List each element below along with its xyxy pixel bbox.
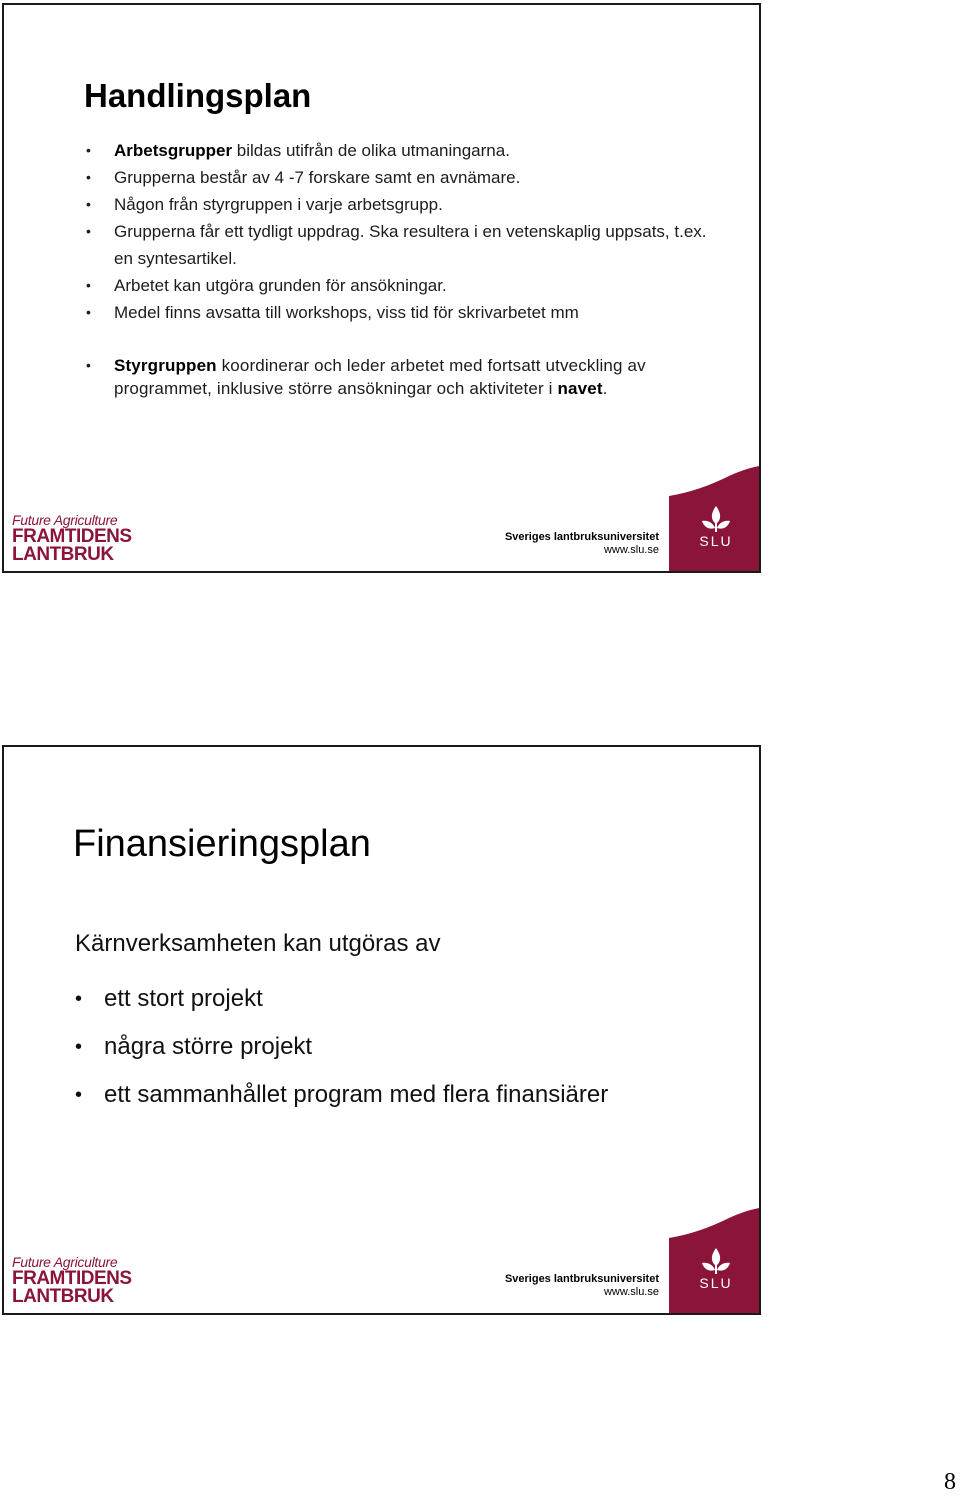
svg-text:SLU: SLU: [699, 1275, 733, 1291]
list-item: • Arbetet kan utgöra grunden för ansökningar.: [86, 272, 726, 299]
slide-title: Handlingsplan: [84, 77, 312, 114]
slide-footer: [4, 466, 759, 571]
bullet-list: [86, 137, 726, 400]
slu-logo: [669, 466, 759, 571]
list-item: • Grupperna får ett tydligt uppdrag. Ska resultera i en vetenskaplig uppsats, t.ex. en syntesartikel.: [86, 218, 726, 272]
list-item: • Styrgruppen koordinerar och leder arbetet med fortsatt utveckling av programmet, inklusive större ansökningar och aktiviteter i navet.: [86, 354, 726, 400]
framtidens-lantbruk-logo: Future Agriculture FRAMTIDENS LANTBRUK: [12, 1254, 132, 1307]
slu-logo: [669, 1208, 759, 1313]
list-item: • ett stort projekt: [75, 985, 263, 1012]
list-item: • ett sammanhållet program med flera finansiärer: [75, 1081, 609, 1108]
slide-title: Finansieringsplan: [73, 823, 371, 865]
list-item: • Grupperna består av 4 -7 forskare samt en avnämare.: [86, 164, 726, 191]
svg-text:SLU: SLU: [699, 533, 733, 549]
list-item: • Någon från styrgruppen i varje arbetsgrupp.: [86, 191, 726, 218]
slu-caption: Sveriges lantbruksuniversitet www.slu.se: [504, 531, 659, 556]
page-number: 8: [944, 1469, 956, 1495]
slu-caption: Sveriges lantbruksuniversitet www.slu.se: [504, 1273, 659, 1298]
slide-finansieringsplan: [2, 745, 761, 1315]
list-item: • Medel finns avsatta till workshops, viss tid för skrivarbetet mm: [86, 299, 726, 326]
list-item: • några större projekt: [75, 1033, 313, 1060]
intro-text: Kärnverksamheten kan utgöras av: [75, 930, 441, 957]
slide-footer: [4, 1208, 759, 1313]
list-item: • Arbetsgrupper bildas utifrån de olika utmaningarna.: [86, 137, 726, 164]
slide-handlingsplan: [2, 3, 761, 573]
framtidens-lantbruk-logo: Future Agriculture FRAMTIDENS LANTBRUK: [12, 512, 132, 565]
bullet-list: [75, 975, 608, 1119]
